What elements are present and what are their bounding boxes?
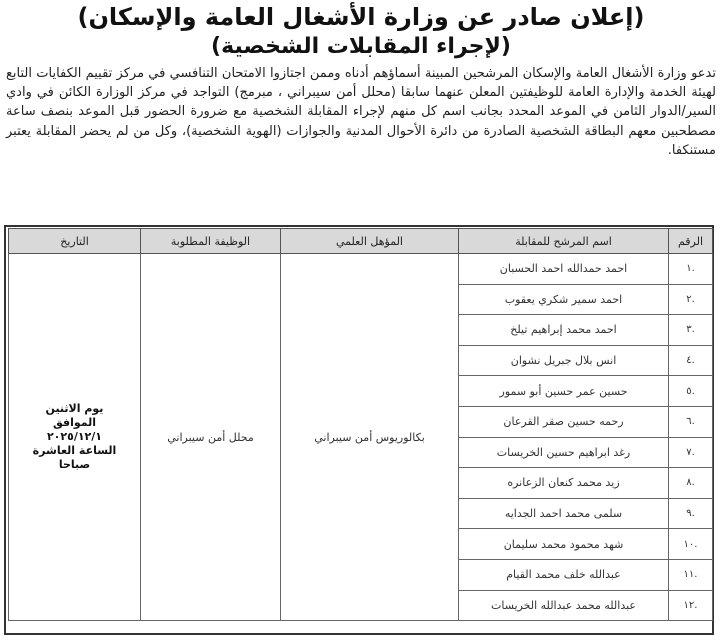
- header-job: الوظيفة المطلوبة: [141, 229, 281, 254]
- candidate-name: احمد سمير شكري يعقوب: [459, 284, 669, 315]
- row-number: .٧: [669, 437, 713, 468]
- header-qualification: المؤهل العلمي: [281, 229, 459, 254]
- announcement-subtitle: (لإجراء المقابلات الشخصية): [211, 34, 511, 59]
- date-line4: الساعة العاشرة: [32, 444, 117, 458]
- row-number: .٨: [669, 468, 713, 499]
- job-cell: محلل أمن سيبراني: [141, 254, 281, 621]
- table-header-row: [9, 229, 713, 254]
- header-number: الرقم: [669, 229, 713, 254]
- row-number: .١٠: [669, 529, 713, 560]
- row-number: .١: [669, 254, 713, 285]
- row-number: .١٢: [669, 590, 713, 621]
- announcement-body: تدعو وزارة الأشغال العامة والإسكان المرشحين المبينة أسماؤهم أدناه وممن اجتازوا الامتحان التنافسي في مركز تقييم الكفايات التابع لهيئة الخدمة والإدارة العامة للوظيفتين المعلن عنهما سابقا (محلل أمن سيبراني ، مبرمج) التواجد في مركز الوزارة الكائن في وادي السير/الدوار الثامن في الموعد المحدد بجانب اسم كل منهم لإجراء المقابلة الشخصية مع ضرورة الحضور قبل الموعد بنصف ساعة مصطحبين معهم البطاقة الشخصية الصادرة من دائرة الأحوال المدنية والجوازات (الهوية الشخصية)، وكل من لم يحضر المقابلة يعتبر مستنكفا.: [6, 66, 716, 158]
- candidate-name: حسين عمر حسين أبو سمور: [459, 376, 669, 407]
- row-number: .٢: [669, 284, 713, 315]
- table-row: [9, 254, 713, 285]
- candidate-name: انس بلال جبريل نشوان: [459, 345, 669, 376]
- row-number: .٣: [669, 315, 713, 346]
- candidate-name: عبدالله خلف محمد القيام: [459, 559, 669, 590]
- row-number: .٦: [669, 406, 713, 437]
- qualification-cell: بكالوريوس أمن سيبراني: [281, 254, 459, 621]
- date-cell: [9, 254, 141, 621]
- candidate-name: زيد محمد كنعان الزعانره: [459, 468, 669, 499]
- date-line2: الموافق: [52, 416, 97, 430]
- header-date: التاريخ: [9, 229, 141, 254]
- row-number: .١١: [669, 559, 713, 590]
- table-body: [9, 254, 713, 621]
- candidate-name: رحمه حسين صقر القرعان: [459, 406, 669, 437]
- row-number: .٥: [669, 376, 713, 407]
- candidate-name: سلمى محمد احمد الجدايه: [459, 498, 669, 529]
- candidate-name: احمد حمدالله احمد الحسبان: [459, 254, 669, 285]
- date-line3: ٢٠٢٥/١٢/١: [46, 430, 103, 444]
- row-number: .٩: [669, 498, 713, 529]
- candidates-table: [8, 228, 713, 621]
- date-line5: صباحا: [58, 458, 91, 472]
- candidate-name: احمد محمد إبراهيم تيلخ: [459, 315, 669, 346]
- candidate-name: شهد محمود محمد سليمان: [459, 529, 669, 560]
- candidate-name: عبدالله محمد عبدالله الخريسات: [459, 590, 669, 621]
- announcement-title: (إعلان صادر عن وزارة الأشغال العامة والإسكان): [77, 3, 645, 31]
- row-number: .٤: [669, 345, 713, 376]
- header-name: اسم المرشح للمقابلة: [459, 229, 669, 254]
- date-line1: يوم الاثنين: [45, 402, 104, 416]
- candidate-name: رغد ابراهيم حسين الخريسات: [459, 437, 669, 468]
